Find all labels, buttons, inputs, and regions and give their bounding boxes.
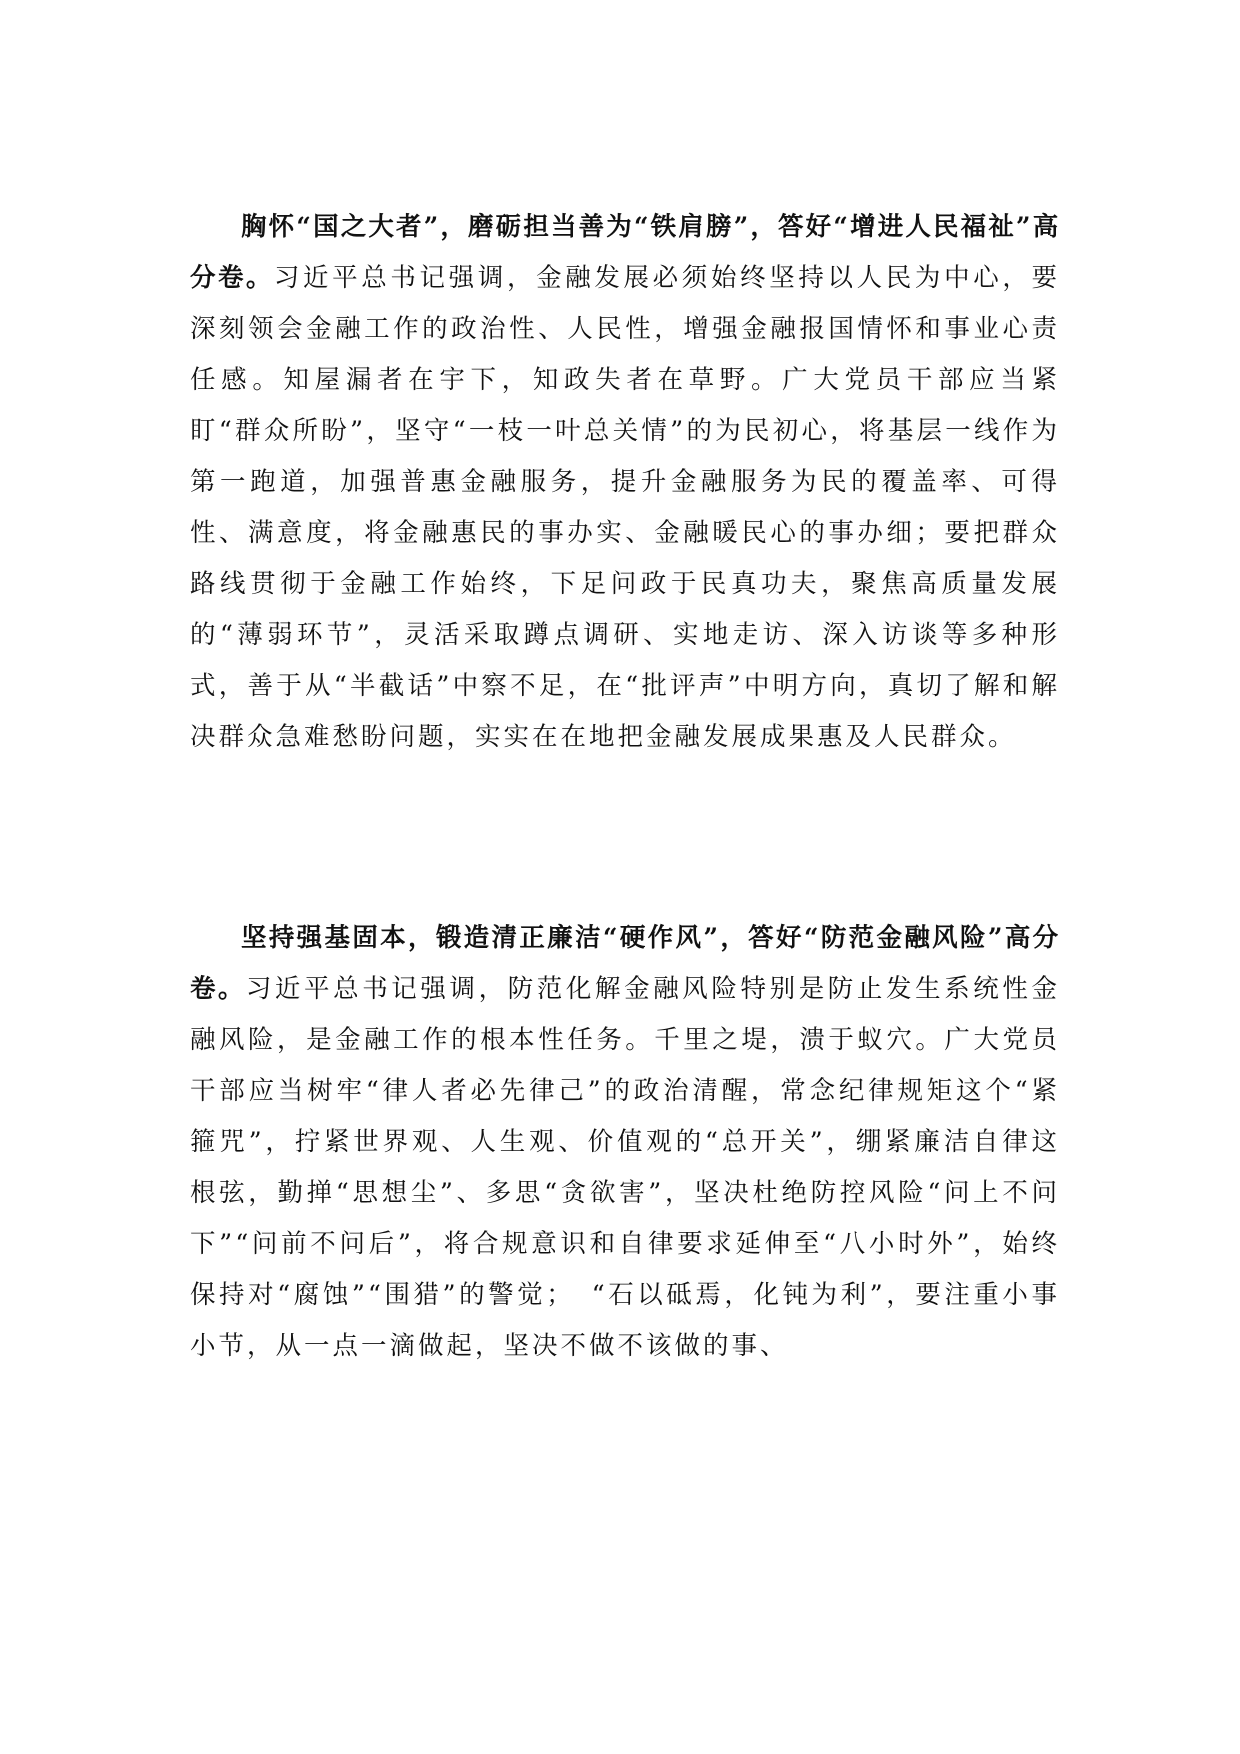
paragraph-heading: 坚持强基固本，锻造清正廉洁“硬作风”，答好“防范金融风险”高分卷。 [190,922,1060,1004]
paragraph-heading: 胸怀“国之大者”，磨砺担当善为“铁肩膀”，答好“增进人民福祉”高分卷。 [190,211,1060,293]
paragraph-body: 习近平总书记强调，防范化解金融风险特别是防止发生系统性金融风险，是金融工作的根本性任务。千里之堤，溃于蚁穴。广大党员干部应当树牢“律人者必先律己”的政治清醒，常念纪律规矩这个“紧箍咒”，拧紧世界观、人生观、价值观的“总开关”，绷紧廉洁自律这根弦，勤掸“思想尘”、多思“贪欲害”，坚决杜绝防控风险“问上不问下”“问前不问后”，将合规意识和自律要求延伸至“八小时外”，始终保持对“腐蚀”“围猎”的警觉； “石以砥焉，化钝为利”，要注重小事小节，从一点一滴做起，坚决不做不该做的事、 [190,973,1060,1361]
paragraph-financial-risk [190,913,1060,1372]
paragraph-people-welfare [190,202,1060,763]
paragraph-body: 习近平总书记强调，金融发展必须始终坚持以人民为中心，要深刻领会金融工作的政治性、人民性，增强金融报国情怀和事业心责任感。知屋漏者在宇下，知政失者在草野。广大党员干部应当紧盯“群众所盼”，坚守“一枝一叶总关情”的为民初心，将基层一线作为第一跑道，加强普惠金融服务，提升金融服务为民的覆盖率、可得性、满意度，将金融惠民的事办实、金融暖民心的事办细；要把群众路线贯彻于金融工作始终，下足问政于民真功夫，聚焦高质量发展的“薄弱环节”，灵活采取蹲点调研、实地走访、深入访谈等多种形式，善于从“半截话”中察不足，在“批评声”中明方向，真切了解和解决群众急难愁盼问题，实实在在地把金融发展成果惠及人民群众。 [190,262,1060,752]
